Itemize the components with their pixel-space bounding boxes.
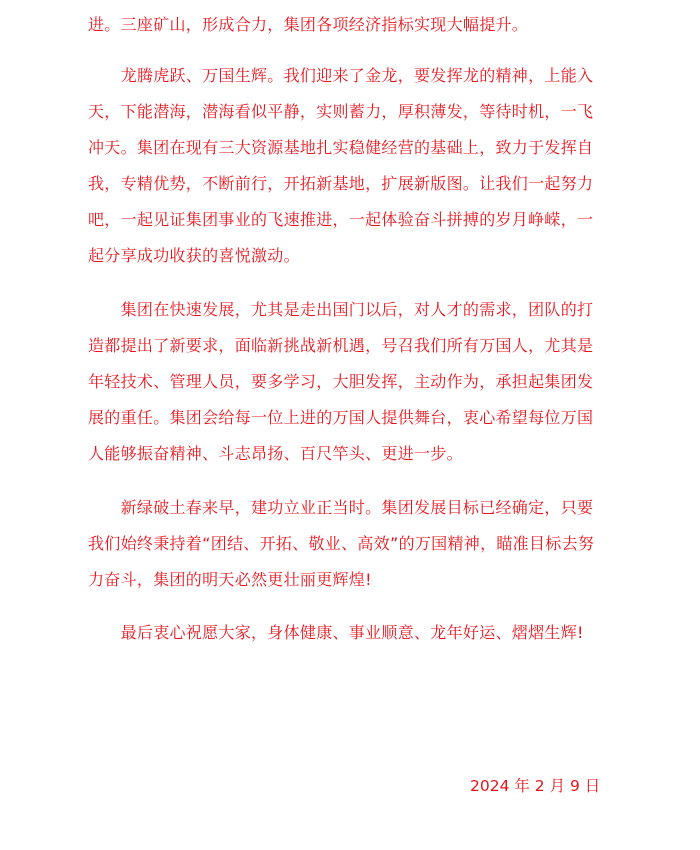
paragraph-3-line-3: 年轻技术、管理人员，要多学习，大胆发挥，主动作为，承担起集团发 xyxy=(88,372,594,391)
paragraph-4-line-2: 我们始终秉持着“团结、开拓、敬业、高效”的万国精神，瞄准目标去努 xyxy=(88,534,595,553)
paragraph-5-line-1: 最后衷心祝愿大家，身体健康、事业顺意、龙年好运、熠熠生辉! xyxy=(88,623,584,642)
paragraph-4-line-1: 新绿破土春来早，建功立业正当时。集团发展目标已经确定，只要 xyxy=(88,498,594,517)
paragraph-2-line-6: 起分享成功收获的喜悦激动。 xyxy=(88,246,300,265)
paragraph-2-line-3: 冲天。集团在现有三大资源基地扎实稳健经营的基础上，致力于发挥自 xyxy=(88,138,594,157)
paragraph-3-line-5: 人能够振奋精神、斗志昂扬、百尺竿头、更进一步。 xyxy=(88,444,463,463)
paragraph-1-line-1: 进。三座矿山，形成合力，集团各项经济指标实现大幅提升。 xyxy=(88,15,529,34)
paragraph-3-line-1: 集团在快速发展，尤其是走出国门以后，对人才的需求，团队的打 xyxy=(88,300,594,319)
paragraph-3-line-2: 造都提出了新要求，面临新挑战新机遇，号召我们所有万国人，尤其是 xyxy=(88,336,594,355)
paragraph-2-line-1: 龙腾虎跃、万国生辉。我们迎来了金龙，要发挥龙的精神，上能入 xyxy=(88,66,594,85)
paragraph-3-line-4: 展的重任。集团会给每一位上进的万国人提供舞台，衷心希望每位万国 xyxy=(88,408,594,427)
paragraph-4-line-3: 力奋斗，集团的明天必然更壮丽更辉煌! xyxy=(88,570,372,589)
paragraph-2-line-4: 我，专精优势，不断前行，开拓新基地，扩展新版图。让我们一起努力 xyxy=(88,174,594,193)
paragraph-2-line-5: 吧，一起见证集团事业的飞速推进，一起体验奋斗拼搏的岁月峥嵘，一 xyxy=(88,210,594,229)
letter-date: 2024 年 2 月 9 日 xyxy=(470,777,601,795)
paragraph-2-line-2: 天，下能潜海，潜海看似平静，实则蓄力，厚积薄发，等待时机，一飞 xyxy=(88,102,594,121)
